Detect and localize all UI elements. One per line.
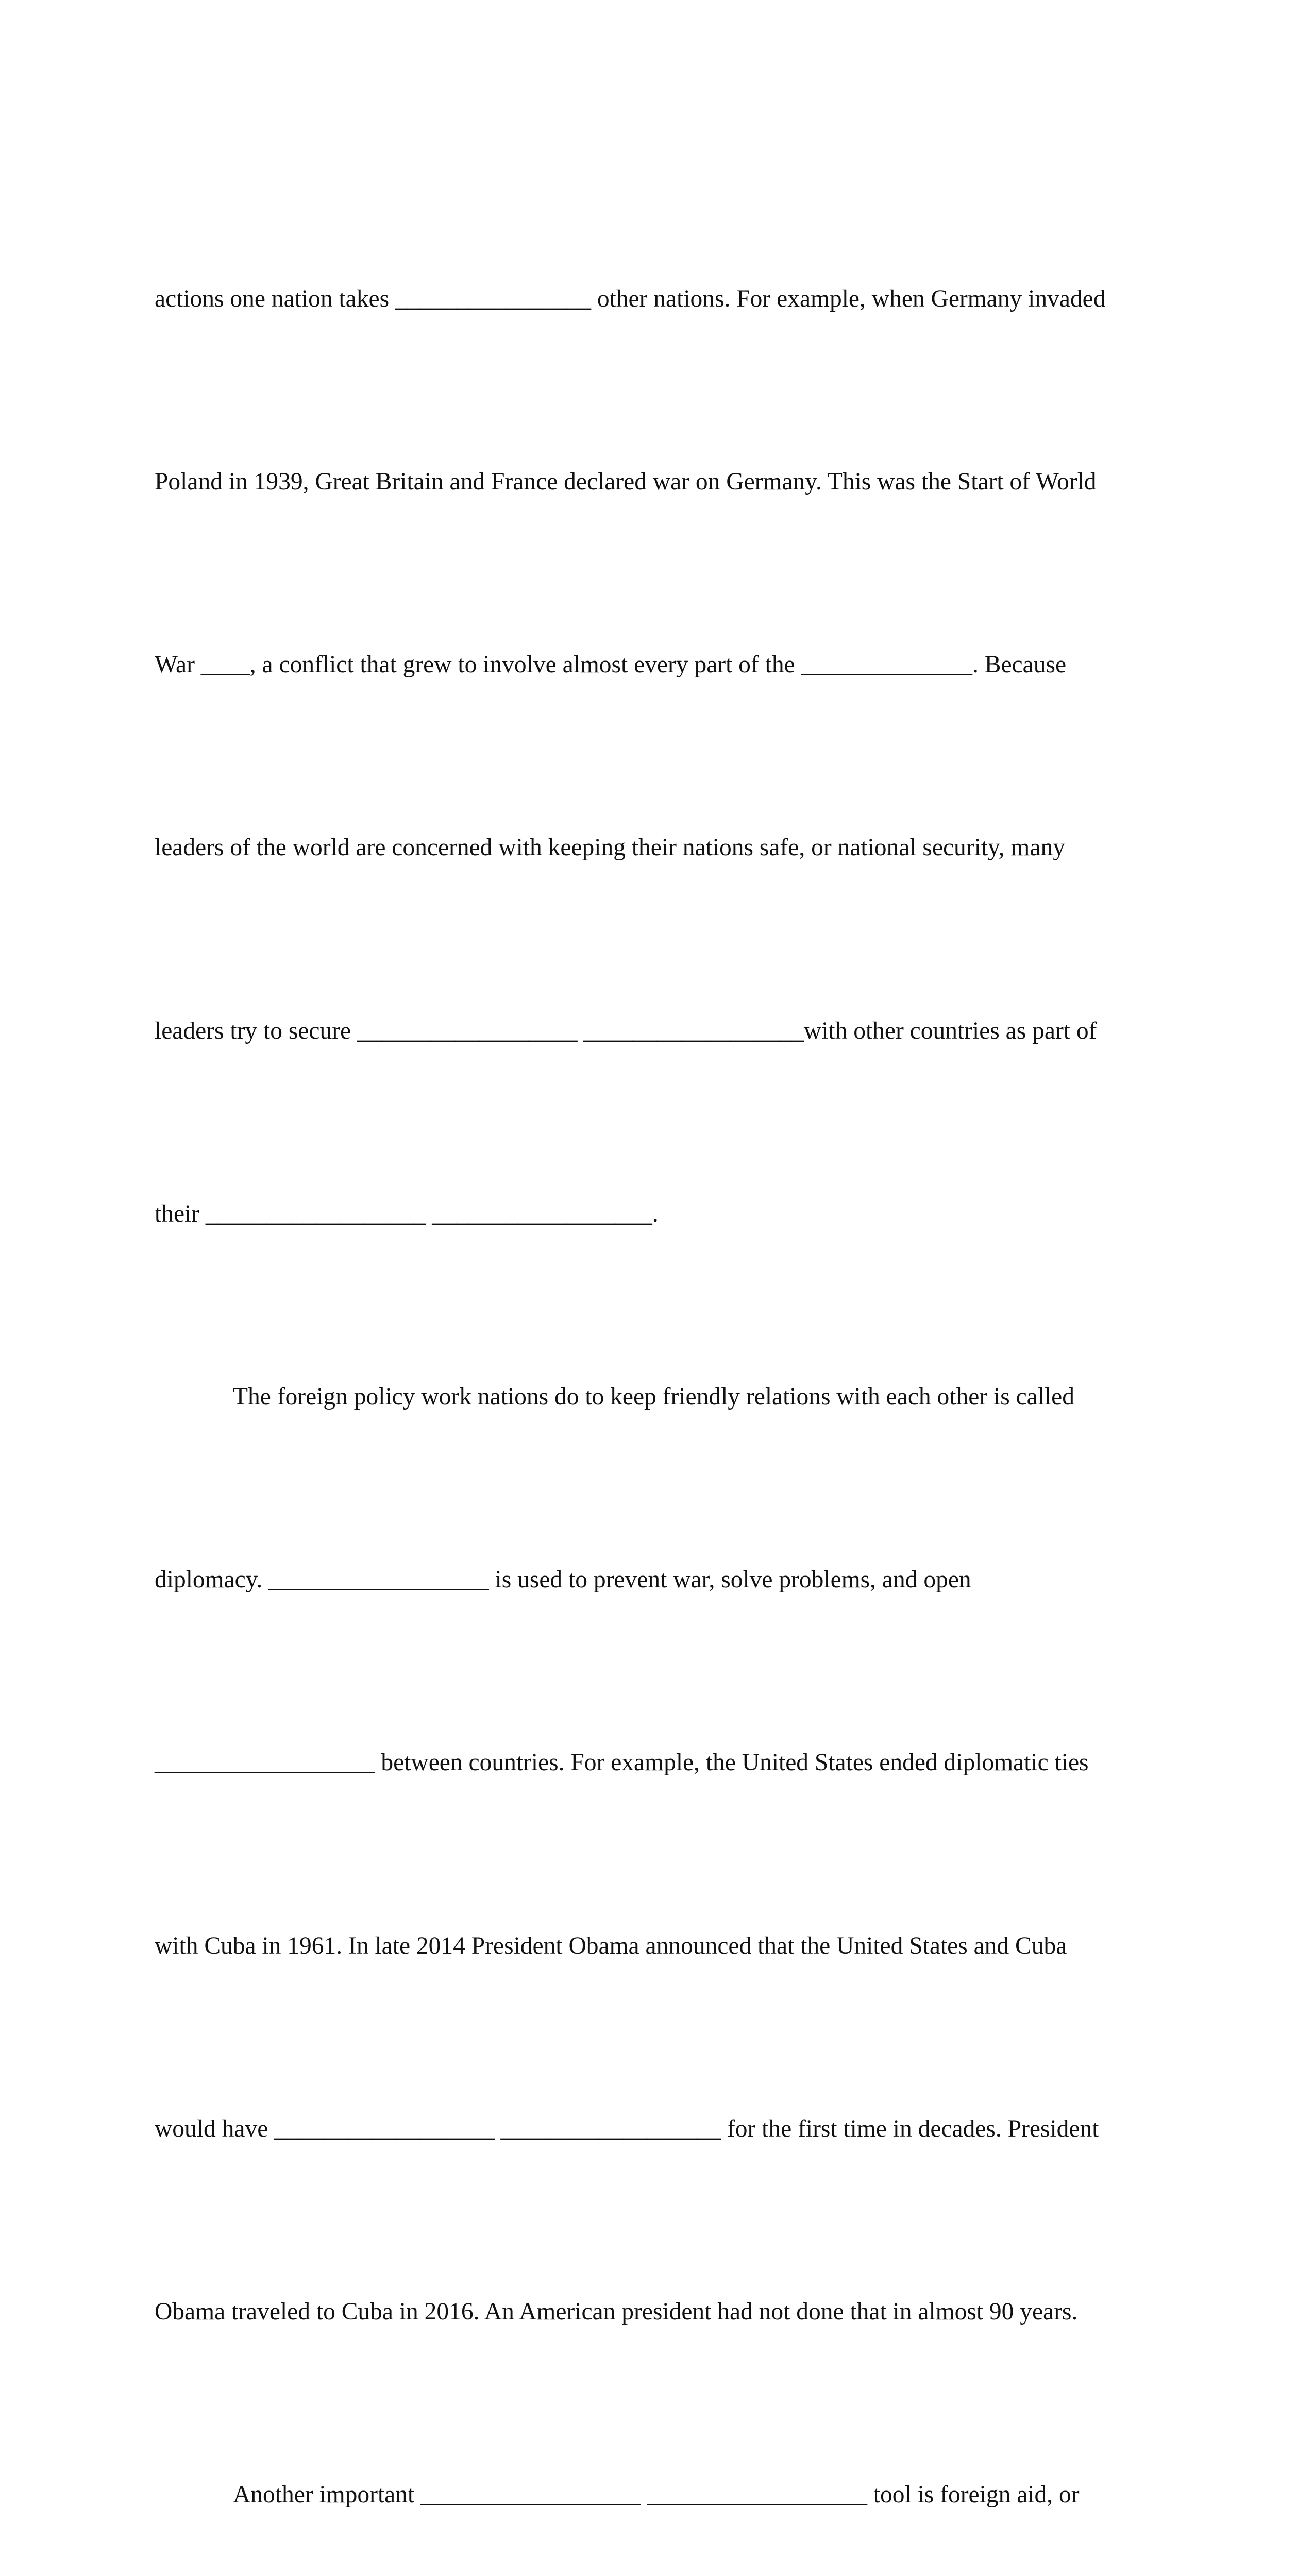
text-line: their __________________ __________________. <box>155 1200 659 1227</box>
text-line: leaders of the world are concerned with keeping their nations safe, or national security, many <box>155 834 1065 861</box>
text-line: leaders try to secure __________________ __________________with other countries as part of <box>155 1017 1097 1044</box>
text-line: would have __________________ __________________ for the first time in decades. President <box>155 2115 1099 2142</box>
text-line: actions one nation takes ________________ other nations. For example, when Germany invaded <box>155 285 1106 312</box>
text-line: with Cuba in 1961. In late 2014 President Obama announced that the United States and Cuba <box>155 1932 1067 1959</box>
paragraph-start-line: The foreign policy work nations do to keep friendly relations with each other is called <box>233 1383 1074 1411</box>
worksheet-text <box>155 146 1165 2576</box>
text-line: diplomacy. __________________ is used to prevent war, solve problems, and open <box>155 1566 971 1594</box>
text-line: Obama traveled to Cuba in 2016. An American president had not done that in almost 90 years. <box>155 2298 1078 2326</box>
text-line: Poland in 1939, Great Britain and France declared war on Germany. This was the Start of World <box>155 468 1097 496</box>
paragraph-start-line: Another important __________________ __________________ tool is foreign aid, or <box>233 2481 1080 2509</box>
text-line: __________________ between countries. For example, the United States ended diplomatic ties <box>155 1749 1089 1776</box>
text-line: War ____, a conflict that grew to involve almost every part of the ______________. Because <box>155 651 1067 679</box>
